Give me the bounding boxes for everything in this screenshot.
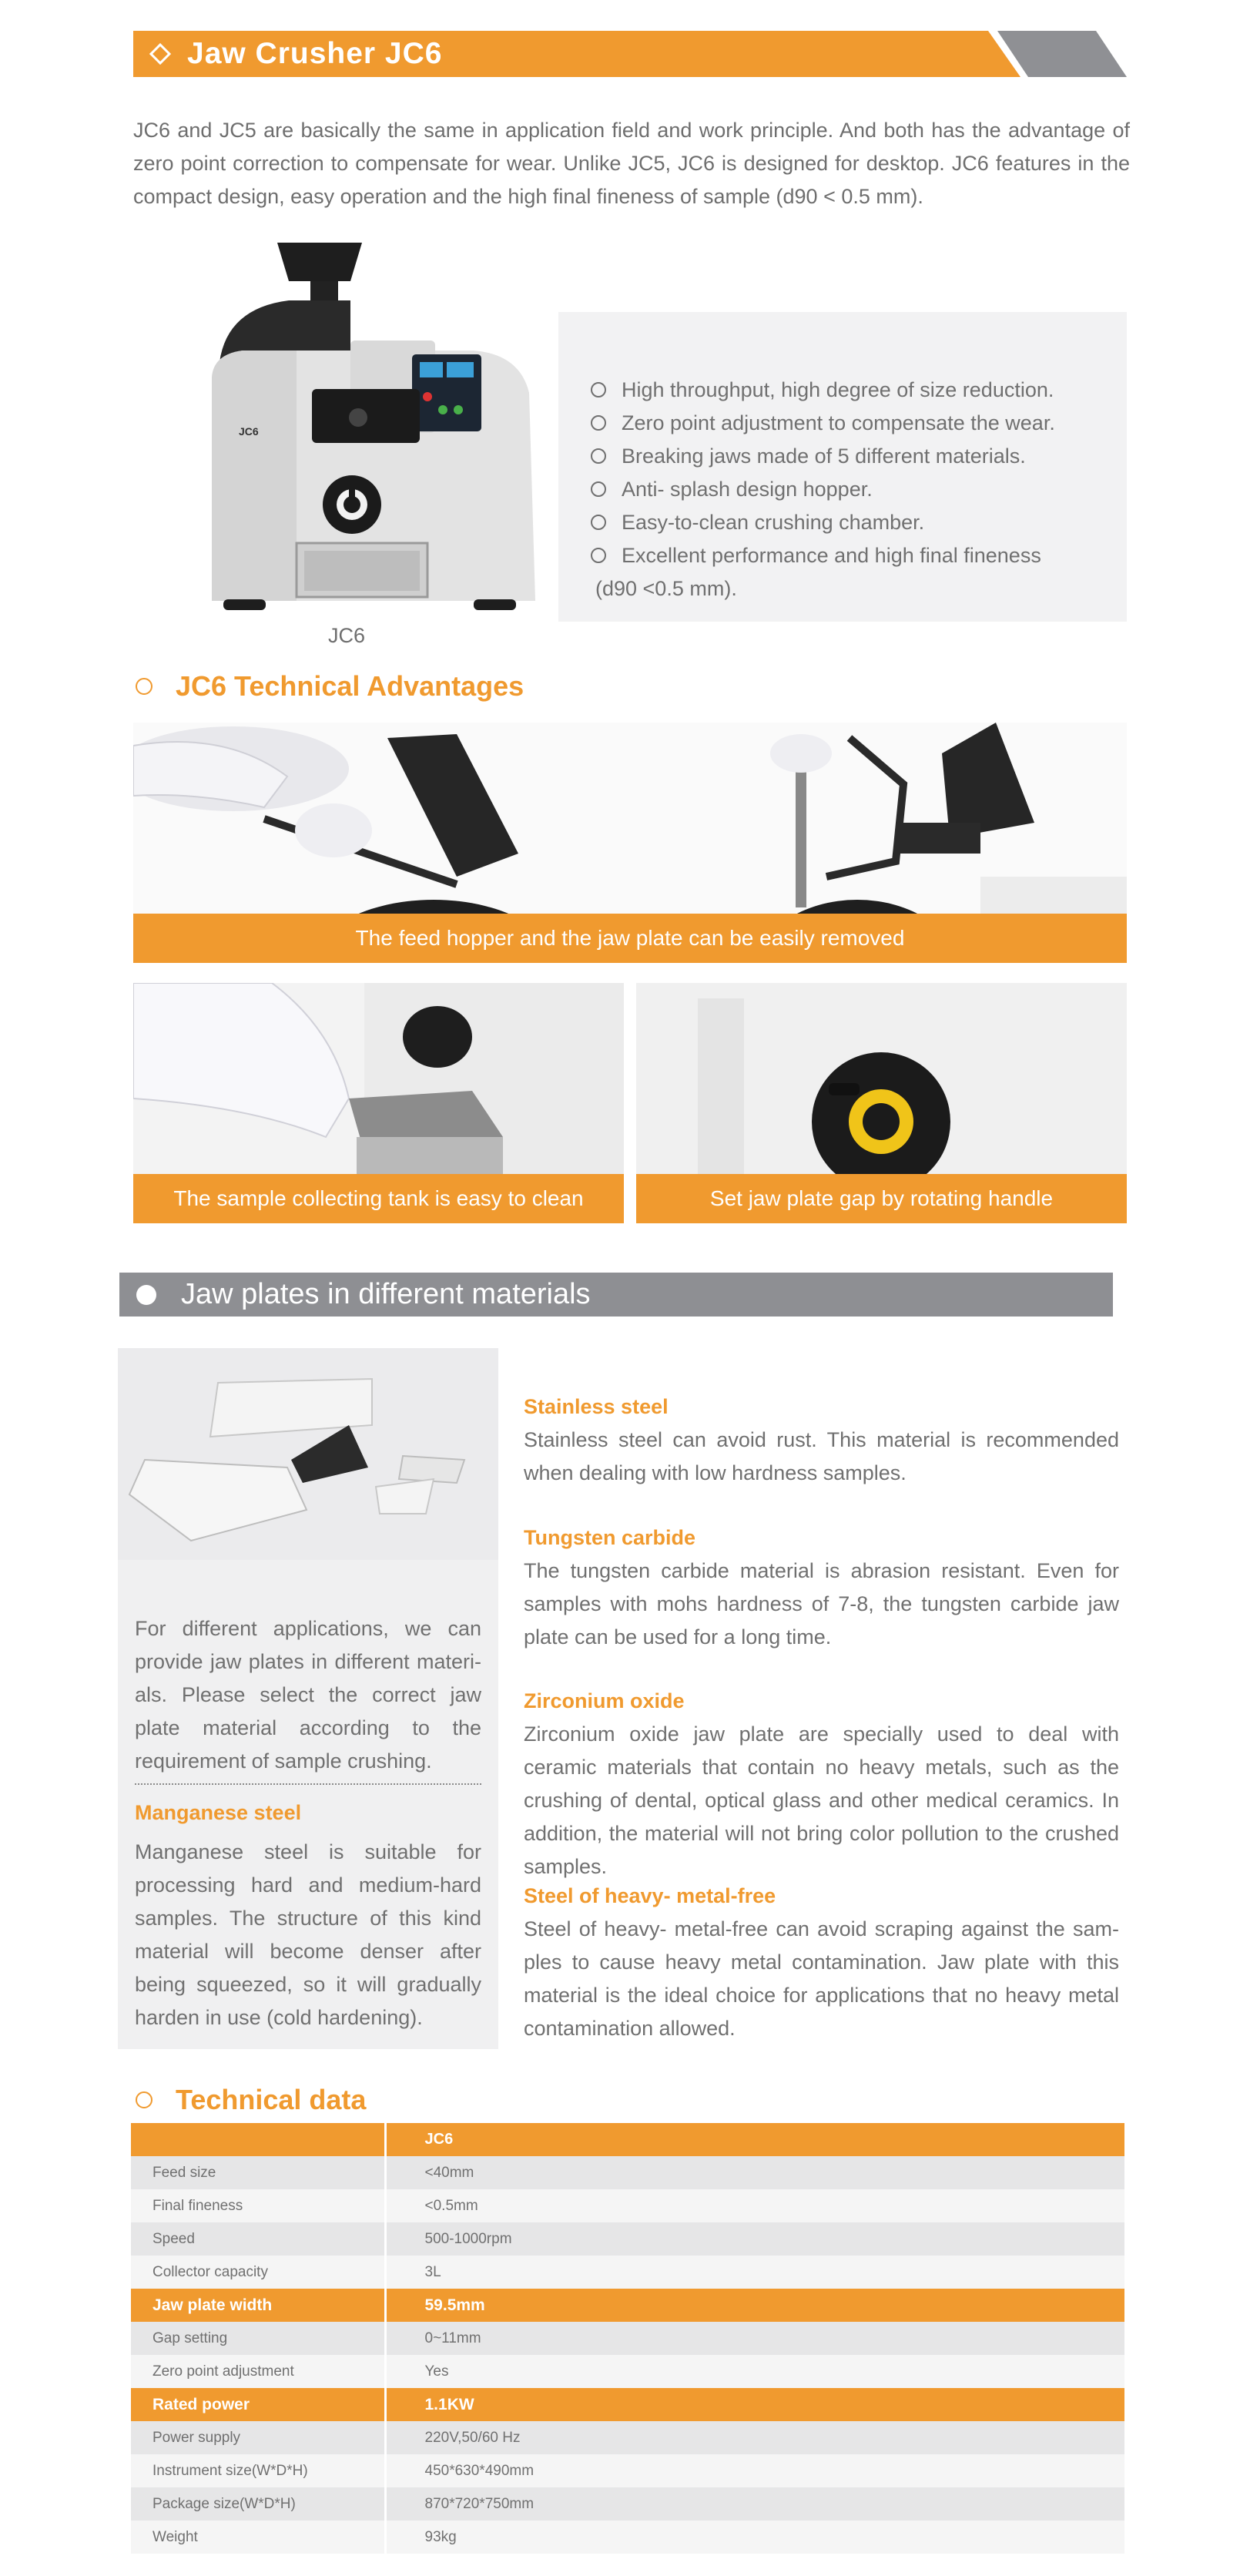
material-desc: Stainless steel can avoid rust. This material is recommended when dealing with low hardness samples. — [524, 1428, 1119, 1484]
section-title: JC6 Technical Advantages — [176, 670, 524, 702]
manganese-block — [135, 1796, 481, 2034]
table-cell: 220V,50/60 Hz — [385, 2421, 1124, 2454]
table-row — [131, 2521, 1124, 2554]
list-item — [591, 506, 1127, 539]
table-cell: <0.5mm — [385, 2189, 1124, 2222]
feature-text: Zero point adjustment to compensate the wear. — [622, 411, 1055, 434]
handle-photo — [636, 983, 1127, 1223]
list-item — [591, 473, 1127, 506]
hopper-photo — [133, 723, 1127, 963]
advantages-heading — [136, 670, 524, 703]
product-caption: JC6 — [327, 624, 365, 647]
features-list — [558, 312, 1127, 622]
materials-left-panel — [118, 1348, 498, 2049]
materials-title: Jaw plates in different materials — [181, 1278, 591, 1310]
table-cell: 59.5mm — [385, 2289, 1124, 2322]
table-cell: Yes — [385, 2355, 1124, 2388]
product-body-label: JC6 — [239, 425, 259, 438]
material-name: Tungsten carbide — [524, 1526, 696, 1549]
intro-paragraph: JC6 and JC5 are basically the same in application field and work principle. And both has the advantage of zero point correction to compensate for wear. Unlike JC5, JC6 is designed for desktop. JC6 features in the compact design, easy operation and the high final fineness of sample (d90 < 0.5 mm). — [133, 119, 1130, 208]
material-desc: The tungsten carbide material is abrasion resistant. Even for samples with mohs hardness of 7-8, the tungsten carbide jaw plate can be used for a long time. — [524, 1559, 1119, 1649]
table-row — [131, 2487, 1124, 2521]
jc6-product-image — [196, 239, 543, 612]
bullet-ring-icon — [591, 448, 606, 464]
table-cell: Instrument size(W*D*H) — [131, 2454, 385, 2487]
table-row — [131, 2421, 1124, 2454]
feature-text: Breaking jaws made of 5 different materials. — [622, 444, 1026, 468]
page-title: Jaw Crusher JC6 — [187, 37, 443, 70]
table-row-highlight — [131, 2289, 1124, 2322]
table-cell: 870*720*750mm — [385, 2487, 1124, 2521]
table-cell: Speed — [131, 2222, 385, 2256]
table-header-row — [131, 2123, 1124, 2156]
jaw-plates-image — [118, 1348, 498, 1560]
section-ring-icon — [136, 2091, 152, 2108]
table-row — [131, 2355, 1124, 2388]
table-cell — [131, 2123, 385, 2156]
feature-text: Anti- splash design hopper. — [622, 478, 873, 501]
table-row — [131, 2222, 1124, 2256]
table-row — [131, 2256, 1124, 2289]
dotted-divider — [135, 1783, 481, 1785]
material-name: Manganese steel — [135, 1801, 302, 1824]
table-cell: Weight — [131, 2521, 385, 2554]
bullet-ring-icon — [591, 481, 606, 497]
list-item — [591, 440, 1127, 473]
stainless-block — [524, 1390, 1119, 1490]
feature-text: Excellent performance and high final fineness — [622, 544, 1041, 567]
table-cell: Jaw plate width — [131, 2289, 385, 2322]
material-name: Steel of heavy- metal-free — [524, 1884, 776, 1907]
table-cell: Package size(W*D*H) — [131, 2487, 385, 2521]
tech-heading — [136, 2084, 366, 2116]
table-cell: 3L — [385, 2256, 1124, 2289]
heavy-metal-free-block — [524, 1880, 1119, 2045]
table-cell: 93kg — [385, 2521, 1124, 2554]
bullet-ring-icon — [591, 515, 606, 530]
title-banner — [133, 31, 1127, 77]
title-banner-gray-tab — [997, 31, 1127, 77]
table-cell: Feed size — [131, 2156, 385, 2189]
table-cell: Collector capacity — [131, 2256, 385, 2289]
section-ring-icon — [136, 678, 152, 695]
bullet-ring-icon — [591, 415, 606, 431]
table-cell: 500-1000rpm — [385, 2222, 1124, 2256]
table-cell: 450*630*490mm — [385, 2454, 1124, 2487]
table-row — [131, 2156, 1124, 2189]
table-row — [131, 2189, 1124, 2222]
table-cell: Rated power — [131, 2388, 385, 2421]
feature-continuation: (d90 <0.5 mm). — [595, 577, 737, 600]
table-cell: 0~11mm — [385, 2322, 1124, 2355]
bullet-ring-icon — [591, 382, 606, 397]
zirconium-block — [524, 1685, 1119, 1883]
list-item — [591, 374, 1127, 407]
tank-photo — [133, 983, 624, 1223]
list-item — [591, 539, 1127, 572]
materials-intro: For different applications, we can provide jaw plates in different materi-als. Please select the correct jaw plate material according to the requirement of sample crushing. — [135, 1617, 481, 1773]
table-header-cell: JC6 — [385, 2123, 1124, 2156]
tech-table — [131, 2123, 1124, 2554]
table-cell: Zero point adjustment — [131, 2355, 385, 2388]
tank-caption: The sample collecting tank is easy to clean — [133, 1174, 624, 1223]
handle-caption: Set jaw plate gap by rotating handle — [636, 1174, 1127, 1223]
bullet-ring-icon — [591, 548, 606, 563]
table-cell: <40mm — [385, 2156, 1124, 2189]
materials-banner — [119, 1273, 1113, 1317]
filled-circle-icon — [136, 1285, 156, 1305]
material-name: Stainless steel — [524, 1395, 669, 1418]
feature-text: Easy-to-clean crushing chamber. — [622, 511, 925, 534]
table-row — [131, 2454, 1124, 2487]
list-item — [591, 407, 1127, 440]
material-desc: Steel of heavy- metal-free can avoid scraping against the sam-ples to cause heavy metal contamination. Jaw plate with this material is the ideal choice for applications that no heavy metal contamination allowed. — [524, 1917, 1119, 2040]
table-row-highlight — [131, 2388, 1124, 2421]
table-cell: Gap setting — [131, 2322, 385, 2355]
hopper-caption: The feed hopper and the jaw plate can be easily removed — [133, 914, 1127, 963]
tungsten-block — [524, 1521, 1119, 1654]
material-desc: Zirconium oxide jaw plate are specially used to deal with ceramic materials that contain no heavy metals, such as the crushing of dental, optical glass and other medical ceramics. In addition, the material will not bring color pollution to the crushed samples. — [524, 1722, 1119, 1878]
table-cell: Power supply — [131, 2421, 385, 2454]
feature-text: High throughput, high degree of size reduction. — [622, 378, 1054, 401]
material-desc: Manganese steel is suitable for processing hard and medium-hard samples. The structure of this kind material will become denser after being squeezed, so it will gradually harden in use (cold hardening). — [135, 1840, 481, 2029]
table-cell: 1.1KW — [385, 2388, 1124, 2421]
section-title: Technical data — [176, 2084, 367, 2115]
material-name: Zirconium oxide — [524, 1689, 685, 1712]
table-cell: Final fineness — [131, 2189, 385, 2222]
table-row — [131, 2322, 1124, 2355]
